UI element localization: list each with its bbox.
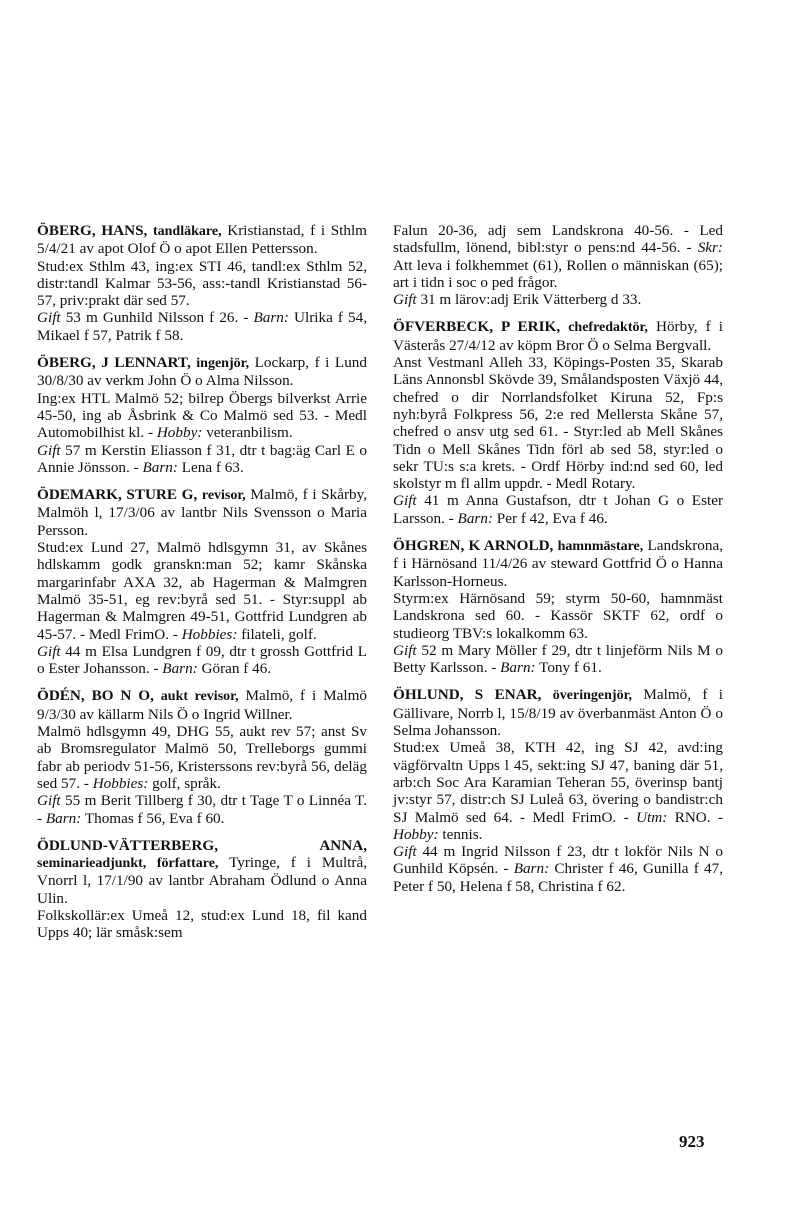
- barn-text: Ulrika f 54, Mikael f 57, Patrik f 58.: [37, 309, 367, 344]
- barn-text: Thomas f 56, Eva f 60.: [81, 809, 225, 827]
- entry-role: revisor,: [201, 488, 246, 504]
- barn-label: Barn:: [162, 660, 198, 678]
- entry-intro: Malmö, f i Gällivare, Norrb l, 15/8/19 av överbanmäst Anton Ö o Selma Johansson.: [393, 686, 723, 740]
- entry-oden-bo: [37, 687, 367, 826]
- entry-career: Ing:ex HTL Malmö 52; bilrep Öbergs bilverkst Arrie 45-50, ing ab Åsbrink & Co Malmö sed 53. - Medl Automobilhist kl. -: [37, 389, 367, 442]
- gift-label: Gift: [37, 792, 61, 810]
- entry-name: ÖFVERBECK, P ERIK,: [393, 318, 561, 336]
- entry-ohgren-arnold: [393, 537, 723, 676]
- barn-label: Barn:: [253, 309, 289, 327]
- hobby-text: tennis.: [438, 825, 483, 843]
- entry-oberg-hans: [37, 222, 367, 344]
- entry-intro: Tyringe, f i Multrå, Vnorrl l, 17/1/90 av lantbr Abraham Ödlund o Anna Ulin.: [37, 854, 367, 907]
- gift-label: Gift: [393, 641, 417, 659]
- skr-text: Att leva i folkhemmet (61), Rollen o människan (65); art i tidn i soc o ped frågor.: [393, 256, 723, 291]
- entry-career: Styrm:ex Härnösand 59; styrm 50-60, hamnmäst Landskrona sed 60. - Kassör SKTF 62, ordf o studieorg TBV:s lokalkomm 63.: [393, 589, 723, 642]
- entry-continuation: Falun 20-36, adj sem Landskrona 40-56. - Led stadsfullm, lönend, bibl:styr o pens:nd 44-56. -: [393, 222, 723, 257]
- entry-intro: Malmö, f i Skårby, Malmöh l, 17/3/06 av lantbr Nils Svensson o Maria Persson.: [37, 486, 367, 539]
- barn-label: Barn:: [45, 809, 82, 827]
- barn-text: Per f 42, Eva f 46.: [492, 509, 608, 527]
- entry-name: ÖHLUND, S ENAR,: [393, 686, 542, 704]
- gift-text: 52 m Mary Möller f 29, dtr t linjeförm Nils M o Betty Karlsson. -: [393, 641, 723, 677]
- entry-role: överingenjör,: [552, 688, 632, 704]
- entry-career: Anst Vestmanl Alleh 33, Köpings-Posten 35, Skarab Läns Annonsbl Skövde 39, Smålandsposten Växjö 44, chefred o dir Norrlandsfolket Kiruna 52, Fp:s nyh:byrå Folkpress 56, 2:e red Mellersta Skåne 57, chefred o ansv utg sed 61. - Styr:led ab Mell Skånes Tidn o Mell Skånes Tidn förl ab sed 58, styr:led o sekr TU:s s:a krets. - Ordf Hörby ind:nd sed 60, led skolstyr m fl allm uppdr. - Medl Rotary.: [393, 354, 723, 493]
- entry-career: Stud:ex Lund 27, Malmö hdlsgymn 31, av Skånes hdlskamm godk granskn:man 52; kamr Skånska margarinfabr AXA 32, ab Hagerman & Malmgren Malmö 35-51, eg rev:byrå sed 51. - Styr:suppl ab Hagerman & Malmgren 49-51, Gottfrid Lundgren ab 45-57. - Medl FrimO. -: [37, 539, 367, 643]
- entry-name: ÖHGREN, K ARNOLD,: [393, 537, 554, 555]
- gift-text: 31 m lärov:adj Erik Vätterberg d 33.: [416, 291, 642, 309]
- hobby-label: Hobby:: [156, 424, 203, 442]
- gift-label: Gift: [37, 441, 61, 459]
- entry-career: Stud:ex Umeå 38, KTH 42, ing SJ 42, avd:ing vägförvaltn Upps l 45, sekt:ing SJ 47, baning där 51, arb:ch Soc Ara Karamian Teheran 55, överinsp bantj jv:styr 57, distr:ch SJ Luleå 63, övering o bandistr:ch SJ Malmö sed 64. - Medl FrimO. -: [393, 739, 723, 826]
- entry-role: tandläkare,: [152, 224, 222, 239]
- barn-label: Barn:: [142, 458, 178, 476]
- barn-text: Tony f 61.: [535, 659, 602, 677]
- hobby-label: Hobbies:: [181, 625, 238, 643]
- entry-role: hamnmästare,: [557, 539, 644, 555]
- gift-label: Gift: [393, 843, 417, 861]
- hobby-text: filateli, golf.: [237, 625, 317, 643]
- entry-ohlund-enar: [393, 686, 723, 895]
- entry-odemark-sture: [37, 486, 367, 677]
- utm-text: RNO. -: [667, 808, 724, 826]
- entry-intro: Landskrona, f i Härnösand 11/4/26 av steward Gottfrid Ö o Hanna Karlsson-Horneus.: [393, 537, 724, 590]
- gift-label: Gift: [393, 291, 417, 309]
- entry-role: ingenjör,: [196, 356, 250, 372]
- entry-role: seminarieadjunkt, författare,: [37, 856, 219, 872]
- hobby-text: golf, språk.: [148, 774, 221, 792]
- entry-name: ÖBERG, HANS,: [37, 222, 148, 239]
- entry-name: ÖDEMARK, STURE G,: [37, 486, 198, 504]
- hobby-label: Hobby:: [393, 825, 439, 843]
- left-column: [37, 222, 367, 952]
- entry-role: chefredaktör,: [568, 320, 648, 336]
- entry-odlund-continuation: [393, 222, 723, 308]
- entry-name: ÖDÉN, BO N O,: [37, 687, 154, 705]
- entry-intro: Lockarp, f i Lund 30/8/30 av verkm John Ö o Alma Nilsson.: [37, 354, 367, 390]
- barn-label: Barn:: [457, 509, 493, 527]
- gift-label: Gift: [37, 642, 61, 660]
- entry-role: aukt revisor,: [160, 689, 239, 705]
- entry-odlund-vatterberg-anna: [37, 837, 367, 942]
- barn-text: Lena f 63.: [177, 458, 244, 476]
- gift-text: 44 m Elsa Lundgren f 09, dtr t grossh Gottfrid L o Ester Johansson. -: [37, 642, 367, 678]
- entry-career: Stud:ex Sthlm 43, ing:ex STI 46, tandl:ex Sthlm 52, distr:tandl Kalmar 53-56, ass:-tandl Kristianstad 56-57, priv:prakt där sed 57.: [37, 257, 367, 310]
- gift-text: 55 m Berit Tillberg f 30, dtr t Tage T o Linnéa T. -: [37, 792, 367, 827]
- barn-label: Barn:: [513, 860, 550, 878]
- gift-label: Gift: [37, 309, 61, 327]
- barn-label: Barn:: [500, 659, 536, 677]
- barn-text: Christer f 46, Gunilla f 47, Peter f 50, Helena f 58, Christina f 62.: [393, 860, 723, 895]
- entry-intro: Kristianstad, f i Sthlm 5/4/21 av apot Olof Ö o apot Ellen Pettersson.: [37, 222, 367, 258]
- utm-label: Utm:: [636, 808, 668, 826]
- entry-name: ÖBERG, J LENNART,: [37, 354, 191, 372]
- entry-intro: Hörby, f i Västerås 27/4/12 av köpm Bror Ö o Selma Bergvall.: [393, 318, 723, 354]
- barn-text: Göran f 46.: [197, 660, 272, 678]
- entry-career: Malmö hdlsgymn 49, DHG 55, aukt rev 57; anst Sv ab Bromsregulator Malmö 50, Trelleborgs gummi fabr ab periodv 51-56, Kristerssons rev:byrå 56, deläg sed 57. -: [37, 723, 367, 792]
- entry-name: ÖDLUND-VÄTTERBERG, ANNA,: [37, 836, 367, 854]
- entry-career: Folkskollär:ex Umeå 12, stud:ex Lund 18, fil kand Upps 40; lär småsk:sem: [37, 906, 367, 942]
- entry-intro: Malmö, f i Malmö 9/3/30 av källarm Nils Ö o Ingrid Willner.: [37, 687, 367, 723]
- page-number: 923: [679, 1132, 705, 1151]
- entry-oberg-lennart: [37, 354, 367, 476]
- gift-text: 41 m Anna Gustafson, dtr t Johan G o Ester Larsson. -: [393, 492, 723, 527]
- entry-ofverbeck-erik: [393, 318, 723, 527]
- gift-label: Gift: [393, 492, 417, 510]
- skr-label: Skr:: [697, 239, 723, 257]
- gift-text: 53 m Gunhild Nilsson f 26. -: [60, 309, 254, 327]
- gift-text: 57 m Kerstin Eliasson f 31, dtr t bag:äg Carl E o Annie Jönsson. -: [37, 441, 367, 476]
- gift-text: 44 m Ingrid Nilsson f 23, dtr t lokför Nils N o Gunhild Köpsén. -: [393, 843, 723, 878]
- hobby-label: Hobbies:: [92, 774, 149, 792]
- right-column: [393, 222, 723, 905]
- hobby-text: veteranbilism.: [202, 424, 293, 442]
